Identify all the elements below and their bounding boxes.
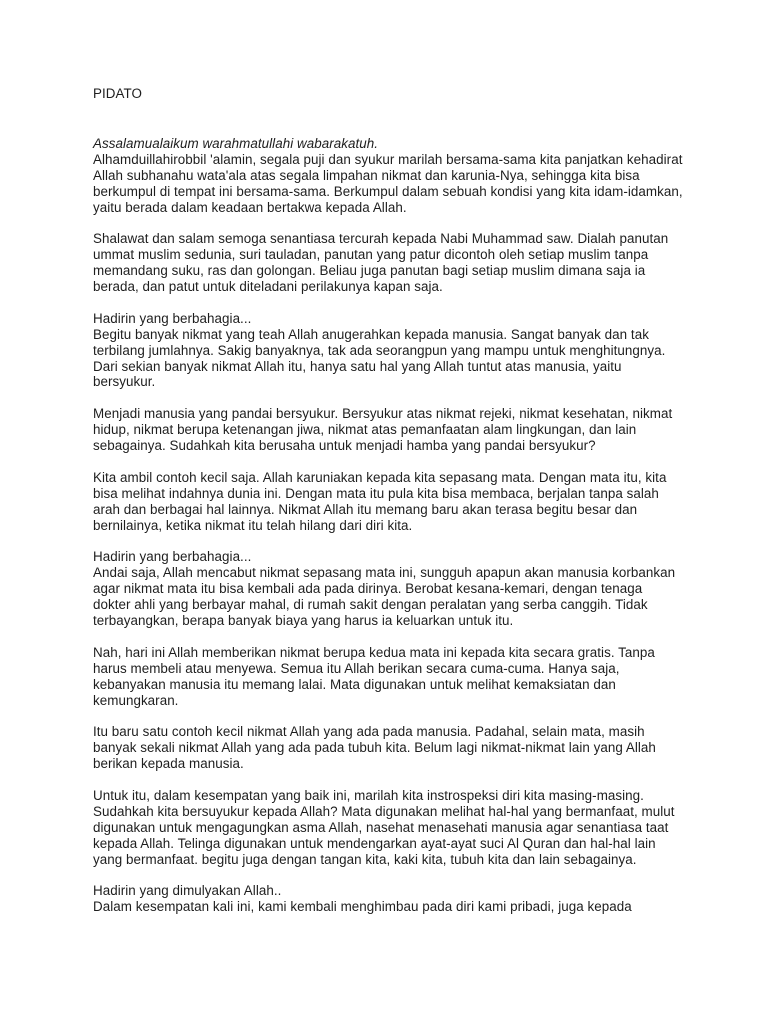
paragraph-shalawat: Shalawat dan salam semoga senantiasa tercurah kepada Nabi Muhammad saw. Dialah panutan ummat muslim sedunia, suri tauladan, panutan yang patur dicontoh oleh setiap muslim tanpa memandang suku, ras dan golongan. Beliau juga panutan bagi setiap muslim dimana saja ia berada, dan patut untuk diteladani perilakunya kapan saja. xyxy=(93,231,669,295)
paragraph-nikmat-banyak: Begitu banyak nikmat yang teah Allah anugerahkan kepada manusia. Sangat banyak dan tak terbilang jumlahnya. Sakig banyaknya, tak ada seorangpun yang mampu untuk menghitungnya. Dari sekian banyak nikmat Allah itu, hanya satu hal yang Allah tuntut atas manusia, yaitu bersyukur. xyxy=(93,326,666,390)
salutation-dimulyakan: Hadirin yang dimulyakan Allah.. xyxy=(93,883,282,899)
paragraph-contoh-kecil: Itu baru satu contoh kecil nikmat Allah yang ada pada manusia. Padahal, selain mata, masih banyak sekali nikmat Allah yang ada pada tubuh kita. Belum lagi nikmat-nikmat lain yang Allah berikan kepada manusia. xyxy=(93,724,656,772)
paragraph-opening-praise: Alhamduillahirobbil 'alamin, segala puji dan syukur marilah bersama-sama kita panjatkan kehadirat Allah subhanahu wata'ala atas segala limpahan nikmat dan karunia-Nya, sehingga kita bisa berkumpul di tempat ini bersama-sama. Berkumpul dalam sebuah kondisi yang kita idam-idamkan, yaitu berada dalam keadaan bertakwa kepada Allah. xyxy=(93,151,683,215)
salutation-berbahagia-2: Hadirin yang berbahagia... xyxy=(93,549,252,565)
document-title: PIDATO xyxy=(93,86,142,101)
document-body xyxy=(93,86,683,915)
paragraph-contoh-mata: Kita ambil contoh kecil saja. Allah karuniakan kepada kita sepasang mata. Dengan mata itu, kita bisa melihat indahnya dunia ini. Dengan mata itu pula kita bisa membaca, berjalan tanpa salah arah dan berbagai hal lainnya. Nikmat Allah itu memang baru akan terasa begitu besar dan bernilainya, ketika nikmat itu telah hilang dari diri kita. xyxy=(93,469,667,533)
paragraph-nikmat-gratis: Nah, hari ini Allah memberikan nikmat berupa kedua mata ini kepada kita secara gratis. Tanpa harus membeli atau menyewa. Semua itu Allah berikan secara cuma-cuma. Hanya saja, kebanyakan manusia itu memang lalai. Mata digunakan untuk melihat kemaksiatan dan kemungkaran. xyxy=(93,644,655,708)
greeting-line: Assalamualaikum warahmatullahi wabarakatuh. xyxy=(93,135,378,151)
paragraph-andai-saja: Andai saja, Allah mencabut nikmat sepasang mata ini, sungguh apapun akan manusia korbankan agar nikmat mata itu bisa kembali ada pada dirinya. Berobat kesana-kemari, dengan tenaga dokter ahli yang berbayar mahal, di rumah sakit dengan peralatan yang serba canggih. Tidak terbayangkan, berapa banyak biaya yang harus ia keluarkan untuk itu. xyxy=(93,565,676,629)
salutation-berbahagia-1: Hadirin yang berbahagia... xyxy=(93,310,252,326)
paragraph-bersyukur: Menjadi manusia yang pandai bersyukur. Bersyukur atas nikmat rejeki, nikmat kesehatan, nikmat hidup, nikmat berupa ketenangan jiwa, nikmat atas pemanfaatan alam lingkungan, dan lain sebagainya. Sudahkah kita berusaha untuk menjadi hamba yang pandai bersyukur? xyxy=(93,406,673,454)
paragraph-instrospeksi: Untuk itu, dalam kesempatan yang baik ini, marilah kita instrospeksi diri kita masing-masing. Sudahkah kita bersuyukur kepada Allah? Mata digunakan melihat hal-hal yang bermanfaat, mulut digunakan untuk mengagungkan asma Allah, nasehat menasehati manusia agar senantiasa taat kepada Allah. Telinga digunakan untuk mendengarkan ayat-ayat suci Al Quran dan hal-hal lain yang bermanfaat. begitu juga dengan tangan kita, kaki kita, tubuh kita dan lain sebagainya. xyxy=(93,787,675,867)
paragraph-himbauan: Dalam kesempatan kali ini, kami kembali menghimbau pada diri kami pribadi, juga kepada xyxy=(93,899,632,915)
